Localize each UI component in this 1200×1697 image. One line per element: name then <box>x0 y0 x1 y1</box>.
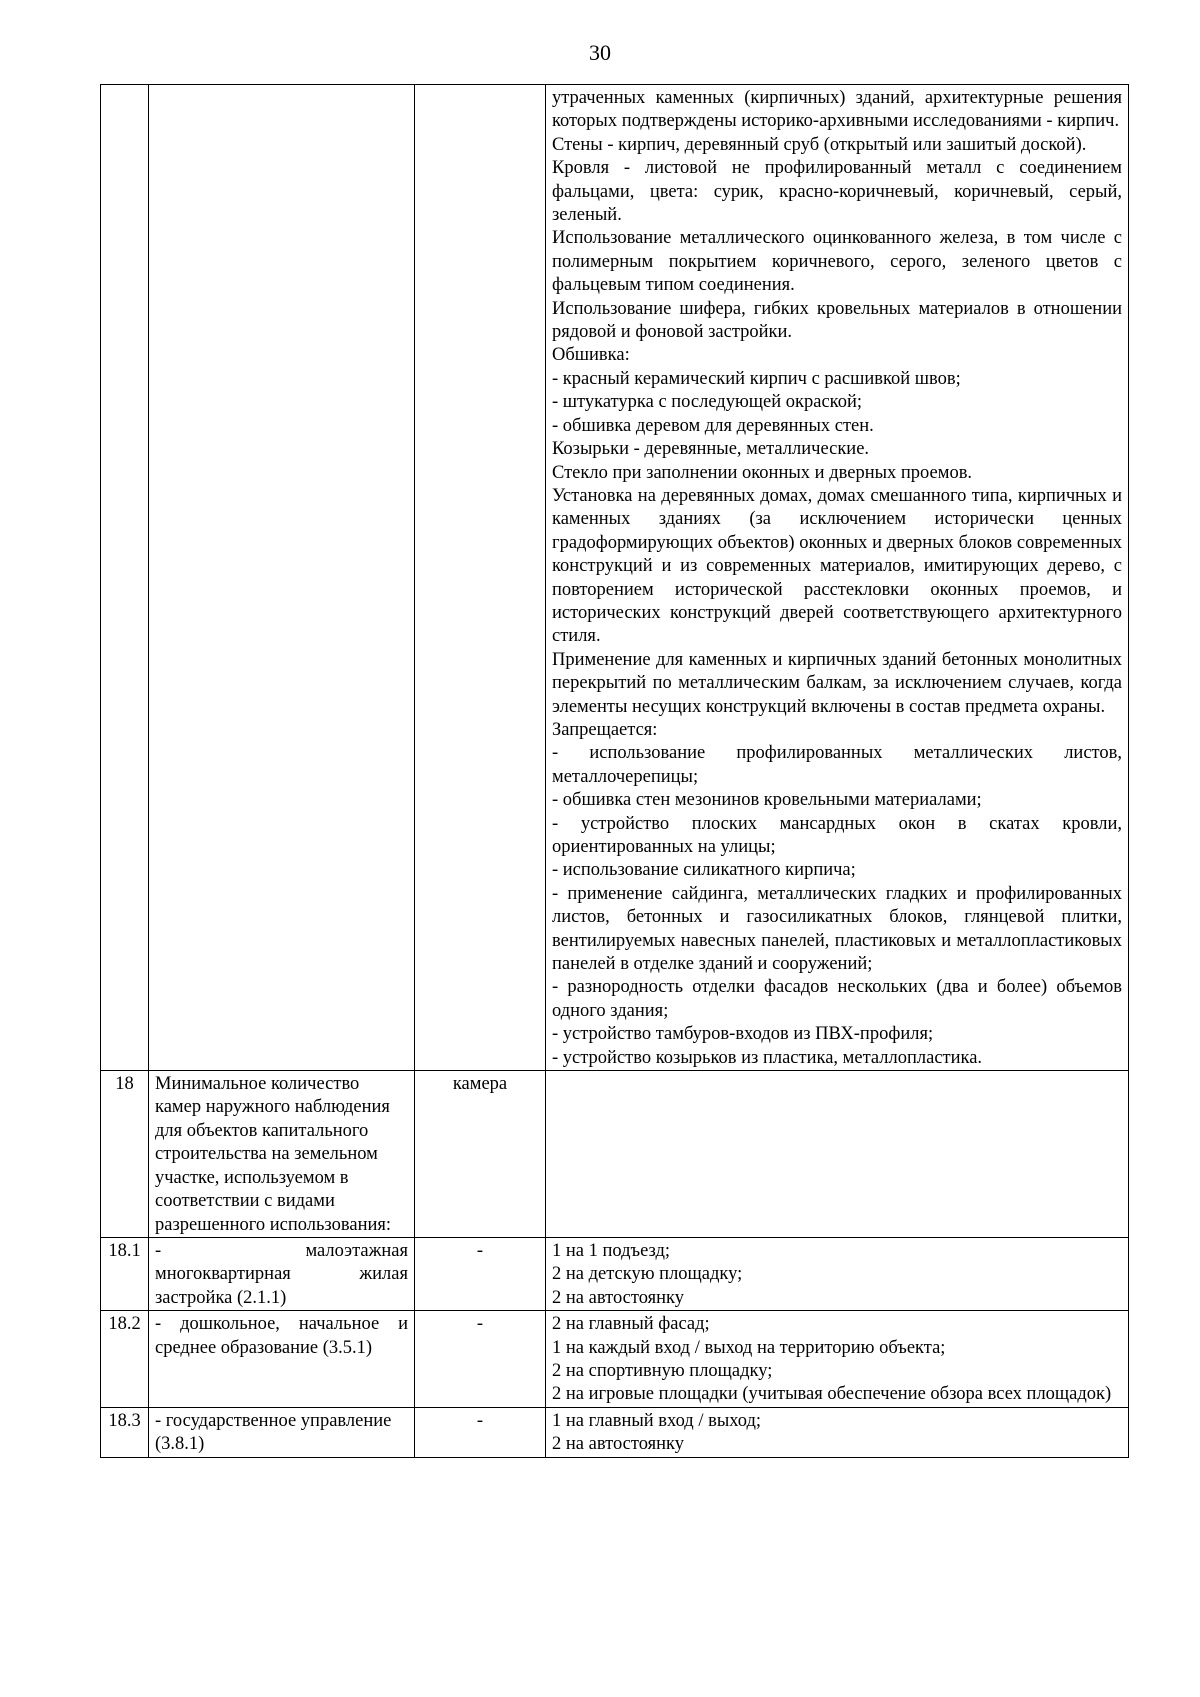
row-unit: - <box>415 1237 546 1310</box>
requirement-paragraph: Применение для каменных и кирпичных зданий бетонных монолитных перекрытий по металлическим балкам, за исключением случаев, когда элементы несущих конструкций включены в состав предмета охраны. <box>552 649 1122 717</box>
requirement-paragraph: - обшивка стен мезонинов кровельными материалами; <box>552 790 982 811</box>
requirement-paragraph: - устройство плоских мансардных окон в скатах кровли, ориентированных на улицы; <box>552 813 1122 857</box>
requirement-paragraph: утраченных каменных (кирпичных) зданий, архитектурные решения которых подтверждены историко-архивными исследованиями - кирпич. <box>552 88 1122 132</box>
table-row-18 <box>101 1071 1129 1238</box>
requirement-paragraph: Использование металлического оцинкованного железа, в том числе с полимерным покрытием коричневого, серого, зеленого цветов с фальцевым типом соединения. <box>552 228 1122 296</box>
row-requirements-cell <box>546 1237 1129 1310</box>
row-name: Минимальное количество камер наружного наблюдения для объектов капитального строительства на земельном участке, используемом в соответствии с видами разрешенного использования: <box>149 1071 415 1238</box>
requirement-paragraph: - использование силикатного кирпича; <box>552 860 856 881</box>
row-unit: - <box>415 1407 546 1457</box>
requirement-paragraph: 1 на каждый вход / выход на территорию объекта; <box>552 1337 946 1358</box>
requirement-paragraph: 2 на главный фасад; <box>552 1314 710 1335</box>
row-unit: - <box>415 1311 546 1408</box>
requirements-table <box>100 84 1129 1458</box>
table-row-18-3 <box>101 1407 1129 1457</box>
row-number-cell <box>101 85 149 1071</box>
row-number: 18.1 <box>101 1237 149 1310</box>
requirement-paragraph: - применение сайдинга, металлических гладких и профилированных листов, бетонных и газосиликатных блоков, глянцевой плитки, вентилируемых навесных панелей, пластиковых и металлопластиковых панелей в отделке зданий и сооружений; <box>552 883 1122 975</box>
row-requirements-cell <box>546 85 1129 1071</box>
row-requirements-cell <box>546 1311 1129 1408</box>
row-requirements-cell <box>546 1407 1129 1457</box>
table-row-continuation <box>101 85 1129 1071</box>
page-number: 30 <box>589 40 611 65</box>
requirement-paragraph: Обшивка: <box>552 345 630 366</box>
requirement-paragraph: 2 на детскую площадку; <box>552 1264 743 1285</box>
requirements-list <box>552 1410 1122 1457</box>
row-name: - малоэтажная многоквартирная жилая застройка (2.1.1) <box>149 1237 415 1310</box>
requirement-paragraph: Стекло при заполнении оконных и дверных проемов. <box>552 462 973 483</box>
requirement-paragraph: 2 на спортивную площадку; <box>552 1360 773 1381</box>
requirement-paragraph: - устройство тамбуров-входов из ПВХ-профиля; <box>552 1024 934 1045</box>
table-row-18-1 <box>101 1237 1129 1310</box>
row-unit: камера <box>415 1071 546 1238</box>
requirement-paragraph: - штукатурка с последующей окраской; <box>552 392 863 413</box>
requirement-paragraph: Использование шифера, гибких кровельных материалов в отношении рядовой и фоновой застройки. <box>552 298 1122 343</box>
requirement-paragraph: Установка на деревянных домах, домах смешанного типа, кирпичных и каменных зданиях (за исключением исторически ценных градоформирующих объектов) оконных и дверных блоков современных конструкций и из современных материалов, имитирующих дерево, с повторением исторической расстекловки оконных проемов, и исторических конструкций дверей соответствующего архитектурного стиля. <box>552 485 1122 647</box>
requirement-paragraph: Кровля - листовой не профилированный металл с соединением фальцами, цвета: сурик, красно-коричневый, коричневый, серый, зеленый. <box>552 158 1122 226</box>
table-row-18-2 <box>101 1311 1129 1408</box>
requirement-paragraph: - использование профилированных металлических листов, металлочерепицы; <box>552 743 1122 787</box>
requirements-list <box>552 87 1122 1070</box>
row-name: - государственное управление (3.8.1) <box>149 1407 415 1457</box>
row-requirements-cell <box>546 1071 1129 1238</box>
requirement-paragraph: Козырьки - деревянные, металлические. <box>552 439 870 460</box>
row-number: 18 <box>101 1071 149 1238</box>
requirement-paragraph: - устройство козырьков из пластика, металлопластика. <box>552 1047 983 1068</box>
requirement-paragraph: 1 на главный вход / выход; <box>552 1410 762 1431</box>
requirement-paragraph: - красный керамический кирпич с расшивкой швов; <box>552 368 961 389</box>
row-unit-cell <box>415 85 546 1071</box>
requirements-list <box>552 1313 1122 1407</box>
row-name-cell <box>149 85 415 1071</box>
requirement-paragraph: Стены - кирпич, деревянный сруб (открытый или зашитый доской). <box>552 134 1087 155</box>
row-number: 18.2 <box>101 1311 149 1408</box>
requirement-paragraph: 1 на 1 подъезд; <box>552 1240 671 1261</box>
requirement-paragraph: 2 на автостоянку <box>552 1287 684 1308</box>
row-number: 18.3 <box>101 1407 149 1457</box>
requirements-list <box>552 1240 1122 1310</box>
requirement-paragraph: 2 на автостоянку <box>552 1434 684 1455</box>
requirement-paragraph: 2 на игровые площадки (учитывая обеспечение обзора всех площадок) <box>552 1384 1112 1405</box>
requirement-paragraph: Запрещается: <box>552 719 658 740</box>
row-name: - дошкольное, начальное и среднее образование (3.5.1) <box>149 1311 415 1408</box>
requirement-paragraph: - обшивка деревом для деревянных стен. <box>552 415 874 436</box>
requirement-paragraph: - разнородность отделки фасадов нескольких (два и более) объемов одного здания; <box>552 977 1122 1021</box>
